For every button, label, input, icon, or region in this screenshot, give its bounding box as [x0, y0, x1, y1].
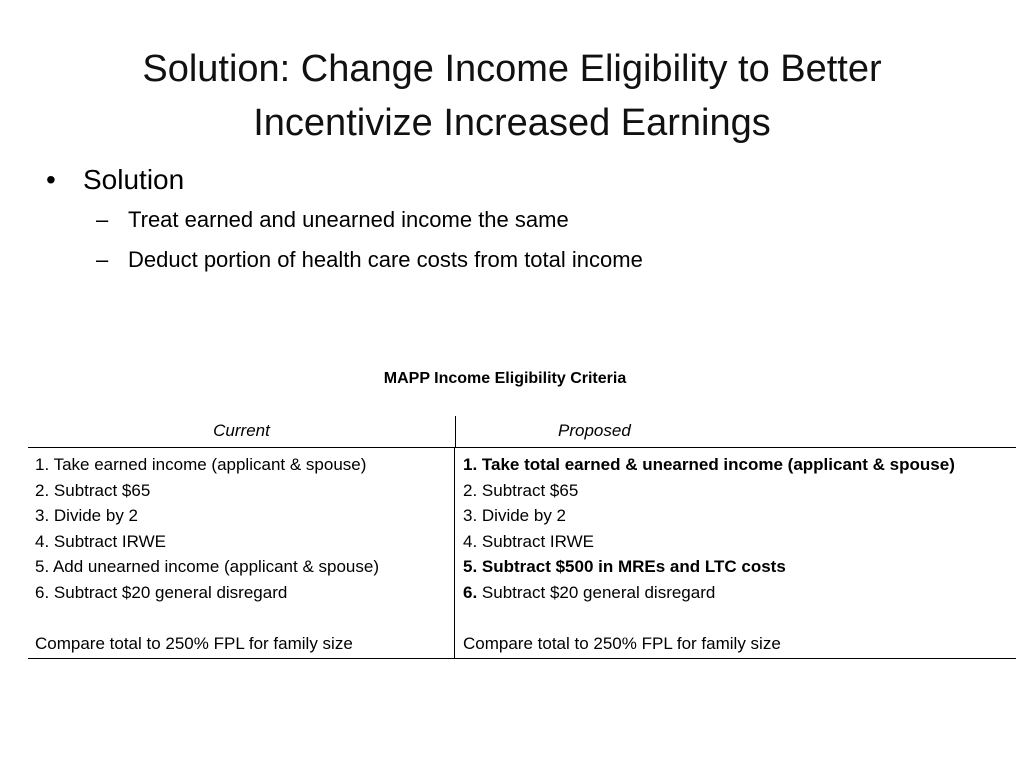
- dash-icon: –: [96, 247, 109, 272]
- current-compare: Compare total to 250% FPL for family size: [35, 633, 353, 653]
- table-body-row: [28, 448, 1016, 659]
- bullet-solution: [46, 160, 946, 200]
- proposed-spacer: [463, 605, 1015, 631]
- sub-bullet-2: [46, 240, 946, 280]
- sub-bullet-1: [46, 200, 946, 240]
- bullet-list: [46, 160, 946, 280]
- proposed-step-6-text: Subtract $20 general disregard: [477, 582, 716, 602]
- proposed-step-5: 5. Subtract $500 in MREs and LTC costs: [463, 557, 786, 576]
- current-step-2: 2. Subtract $65: [35, 480, 151, 500]
- bullet-solution-text: Solution: [83, 164, 185, 195]
- proposed-compare: Compare total to 250% FPL for family size: [463, 633, 781, 653]
- proposed-step-4: 4. Subtract IRWE: [463, 531, 595, 551]
- sub-bullet-2-text: Deduct portion of health care costs from total income: [128, 247, 643, 272]
- sub-bullet-1-text: Treat earned and unearned income the same: [128, 207, 569, 232]
- header-proposed: Proposed: [558, 421, 631, 440]
- table-caption: MAPP Income Eligibility Criteria: [383, 370, 627, 387]
- bullet-dot-icon: •: [46, 164, 56, 195]
- header-current: Current: [28, 416, 456, 447]
- current-step-1: 1. Take earned income (applicant & spouse): [35, 455, 367, 474]
- dash-icon: –: [96, 207, 109, 232]
- eligibility-criteria-table: [28, 416, 1016, 659]
- current-step-5: 5. Add unearned income (applicant & spouse): [35, 557, 380, 576]
- current-step-6: 6. Subtract $20 general disregard: [35, 582, 288, 602]
- proposed-step-2: 2. Subtract $65: [463, 480, 579, 500]
- proposed-step-3: 3. Divide by 2: [463, 506, 566, 525]
- title-line-2: Incentivize Increased Earnings: [253, 102, 771, 144]
- proposed-column: [455, 448, 1015, 658]
- proposed-step-6: [463, 580, 1015, 606]
- current-step-3: 3. Divide by 2: [35, 506, 138, 525]
- title-line-1: Solution: Change Income Eligibility to Better: [142, 48, 882, 90]
- slide-title: [40, 42, 984, 150]
- current-step-4: 4. Subtract IRWE: [35, 531, 167, 551]
- current-spacer: [35, 605, 454, 631]
- proposed-step-1: 1. Take total earned & unearned income (applicant & spouse): [463, 455, 955, 474]
- current-column: [28, 448, 455, 658]
- table-header-row: [28, 416, 1016, 448]
- proposed-step-6-number: 6.: [463, 582, 478, 602]
